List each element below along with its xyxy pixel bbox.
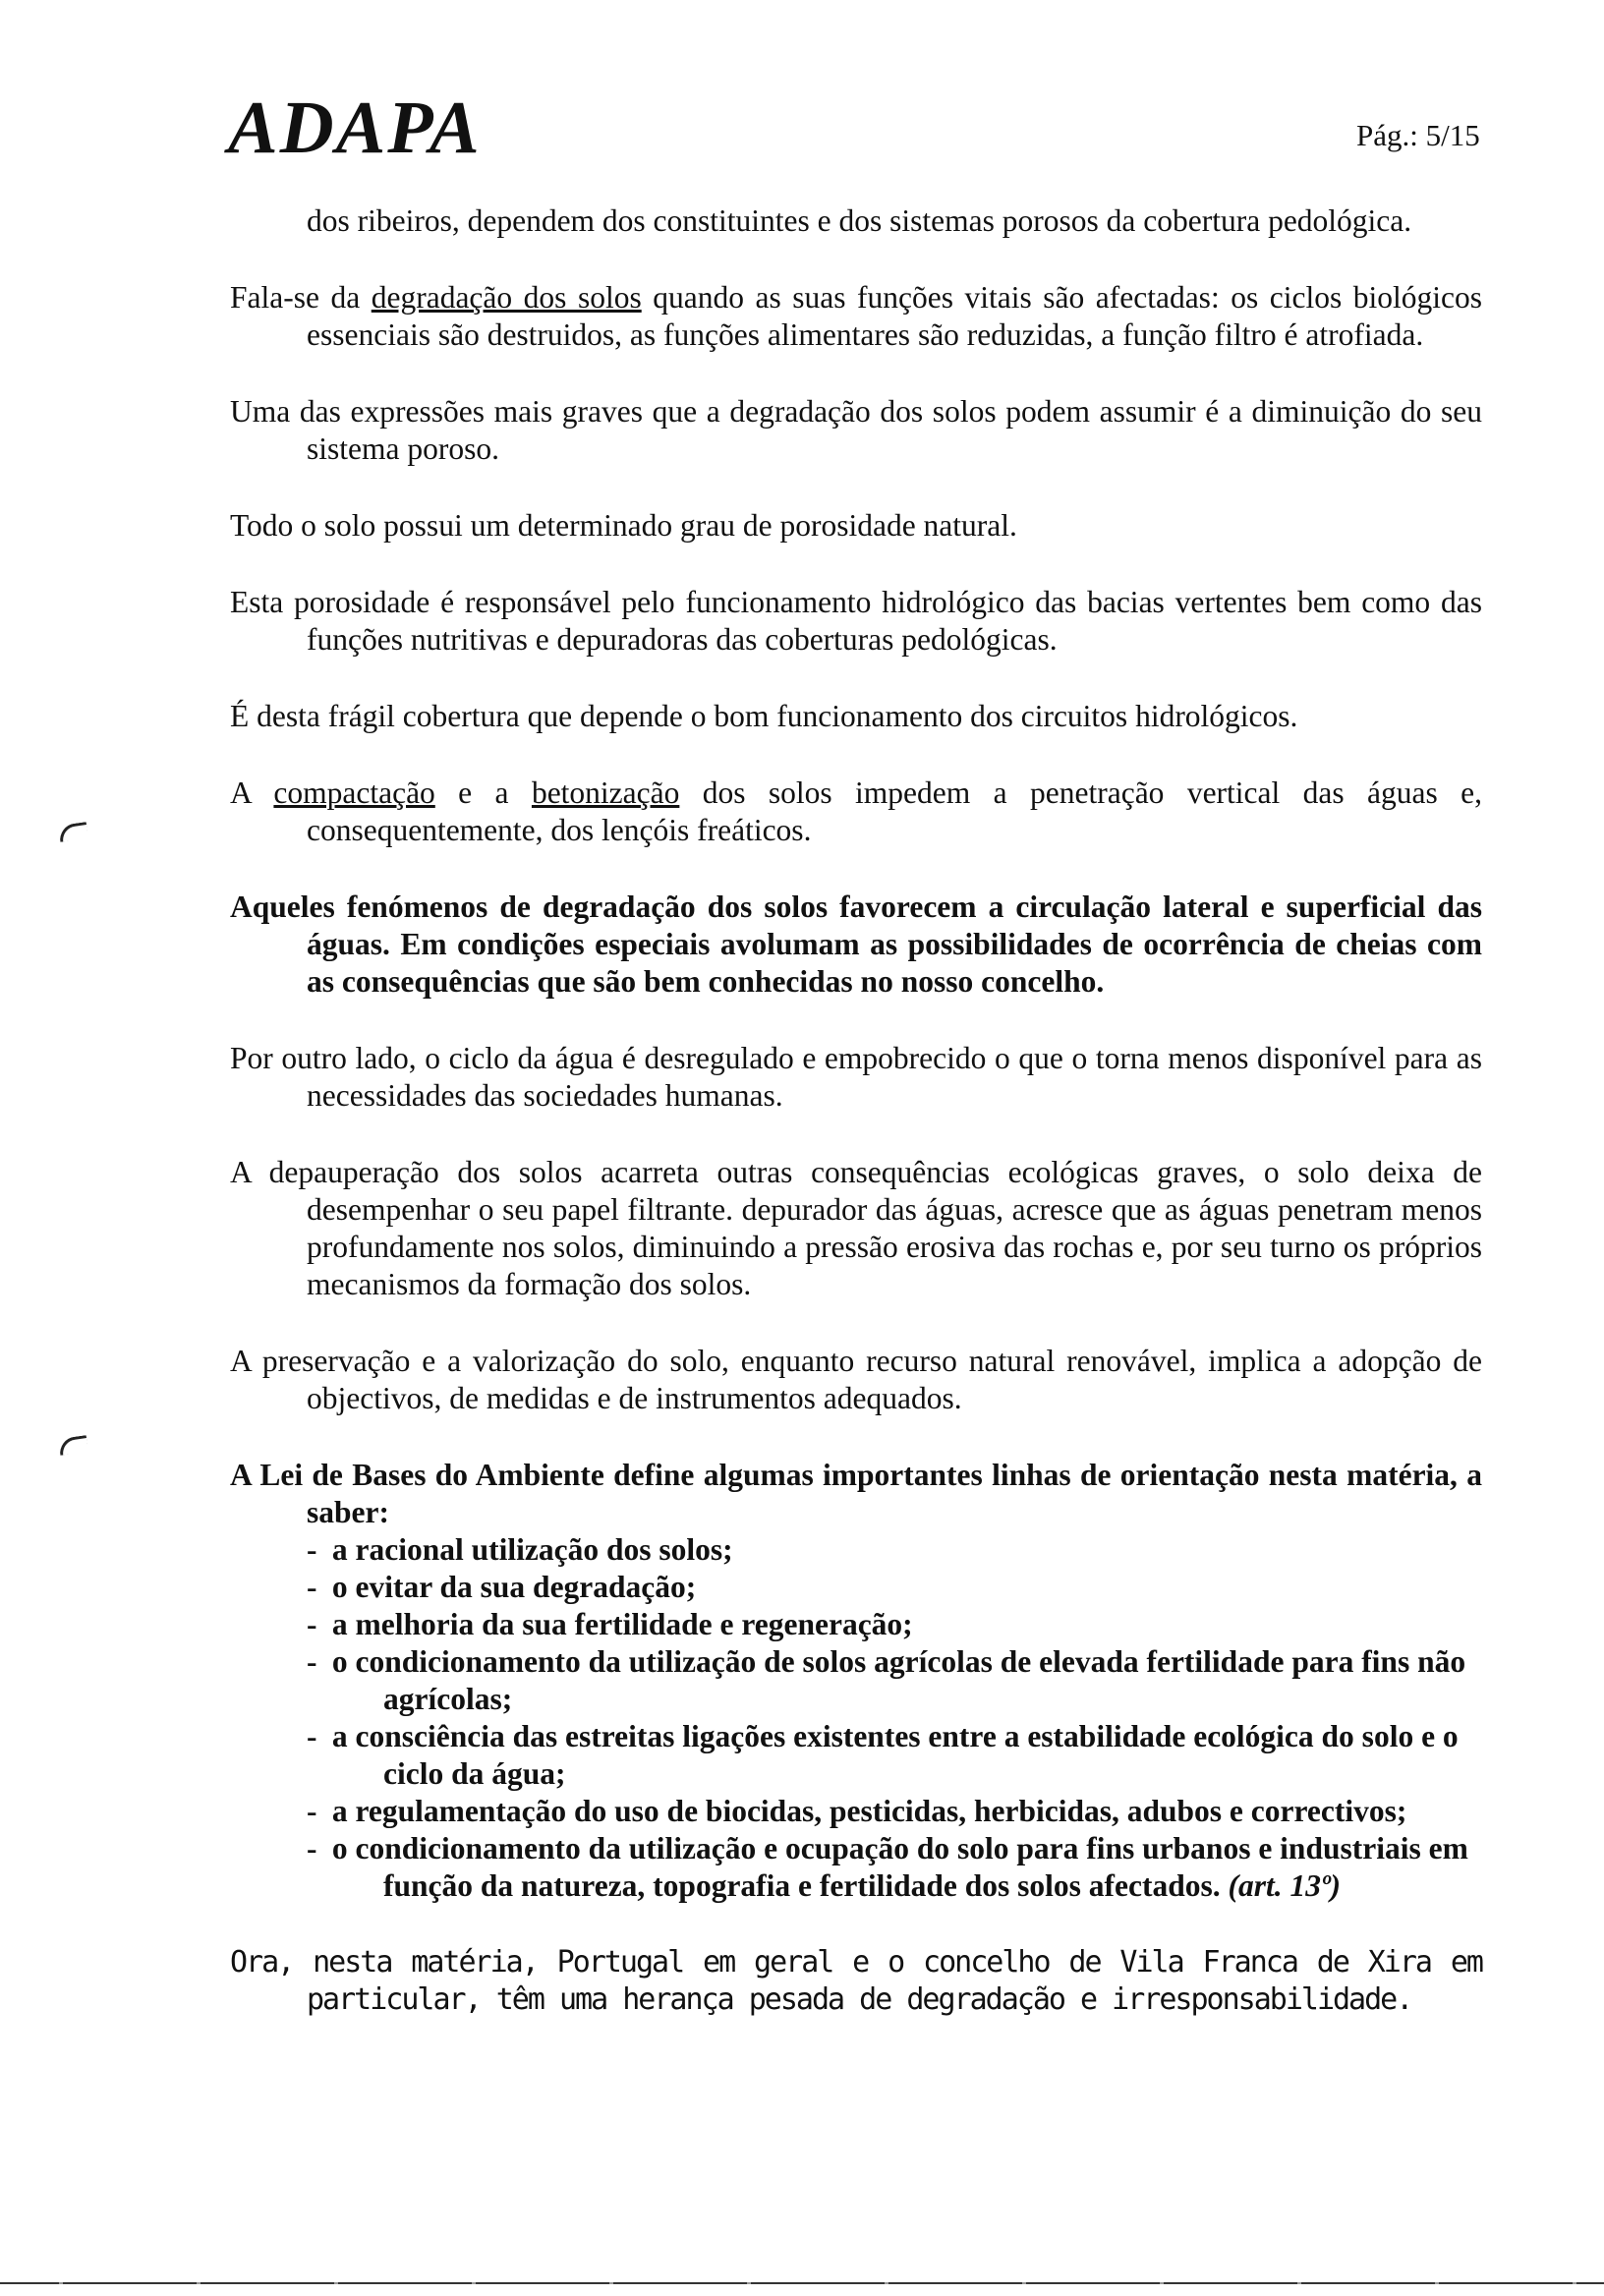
list-item: - o condicionamento da utilização e ocupação do solo para fins urbanos e industriais em função da natureza, topografia e fertilidade dos solos afectados. (art. 13º) xyxy=(307,1831,1468,1903)
bottom-scan-line xyxy=(0,2282,1604,2284)
paragraph-9: Por outro lado, o ciclo da água é desregulado e empobrecido o que o torna menos disponível para as necessidades das sociedades humanas. xyxy=(230,1041,1482,1113)
document-body xyxy=(230,202,1482,2019)
list-item: - a melhoria da sua fertilidade e regeneração; xyxy=(307,1607,913,1641)
underlined-term-betonizacao: betonização xyxy=(531,775,680,810)
list-item: - a regulamentação do uso de biocidas, pesticidas, herbicidas, adubos e correctivos; xyxy=(307,1794,1407,1828)
paragraph-13: Ora, nesta matéria, Portugal em geral e o concelho de Vila Franca de Xira em particular, têm uma herança pesada de degradação e irresponsabilidade. xyxy=(230,1945,1482,2017)
paragraph-7-end: dos solos impedem a penetração vertical das águas e, consequentemente, dos lençóis freáticos. xyxy=(307,775,1482,847)
list-item-text: o condicionamento da utilização de solos agrícolas de elevada fertilidade para fins não agrícolas; xyxy=(331,1644,1466,1716)
paragraph-4: Todo o solo possui um determinado grau de porosidade natural. xyxy=(230,508,1017,543)
list-item-text: a regulamentação do uso de biocidas, pesticidas, herbicidas, adubos e correctivos; xyxy=(331,1794,1407,1828)
list-item-text: o evitar da sua degradação; xyxy=(331,1570,697,1604)
paragraph-2 xyxy=(230,279,1482,354)
paragraph-8-bold: Aqueles fenómenos de degradação dos solos favorecem a circulação lateral e superficial das águas. Em condições especiais avolumam as possibilidades de ocorrência de cheias com as consequências que são bem conhecidas no nosso concelho. xyxy=(230,890,1482,999)
paragraph-7-mid: e a xyxy=(434,775,532,810)
underlined-term-degradacao: degradação dos solos xyxy=(371,280,642,315)
article-reference: (art. 13º) xyxy=(1228,1868,1341,1903)
list-item-text: o condicionamento da utilização e ocupação do solo para fins urbanos e industriais em função da natureza, topografia e fertilidade dos solos afectados. xyxy=(331,1831,1468,1903)
paragraph-7-start: A xyxy=(230,775,274,810)
punch-mark-upper xyxy=(58,822,88,842)
list-item-text: a consciência das estreitas ligações existentes entre a estabilidade ecológica do solo e o ciclo da água; xyxy=(331,1719,1459,1791)
paragraph-7 xyxy=(230,775,1482,849)
page-number: Pág.: 5/15 xyxy=(1356,118,1480,152)
list-item: - o evitar da sua degradação; xyxy=(307,1570,697,1604)
paragraph-3: Uma das expressões mais graves que a degradação dos solos podem assumir é a diminuição do seu sistema poroso. xyxy=(230,394,1482,466)
list-item: - a consciência das estreitas ligações existentes entre a estabilidade ecológica do solo e o ciclo da água; xyxy=(307,1719,1459,1791)
paragraph-1: dos ribeiros, dependem dos constituintes e dos sistemas porosos da cobertura pedológica. xyxy=(307,203,1412,238)
paragraph-12-bold: A Lei de Bases do Ambiente define algumas importantes linhas de orientação nesta matéria, a saber: xyxy=(230,1458,1482,1529)
underlined-term-compactacao: compactação xyxy=(273,775,435,810)
paragraph-6: É desta frágil cobertura que depende o bom funcionamento dos circuitos hidrológicos. xyxy=(230,699,1298,733)
list-item: - a racional utilização dos solos; xyxy=(307,1532,733,1567)
list-item: - o condicionamento da utilização de solos agrícolas de elevada fertilidade para fins não agrícolas; xyxy=(307,1644,1466,1716)
adapa-logo: ADAPA xyxy=(228,86,482,169)
paragraph-10: A depauperação dos solos acarreta outras consequências ecológicas graves, o solo deixa de desempenhar o seu papel filtrante. depurador das águas, acresce que as águas penetram menos profundamente nos solos, diminuindo a pressão erosiva das rochas e, por seu turno os próprios mecanismos da formação dos solos. xyxy=(230,1155,1482,1301)
orientation-list xyxy=(230,1531,1482,1905)
paragraph-2-end: quando as suas funções vitais são afectadas: os ciclos biológicos essenciais são destruidos, as funções alimentares são reduzidas, a função filtro é atrofiada. xyxy=(307,280,1482,352)
punch-mark-lower xyxy=(58,1435,88,1456)
list-item-text: a racional utilização dos solos; xyxy=(331,1532,733,1567)
paragraph-2-start: Fala-se da xyxy=(230,280,372,315)
list-item-text: a melhoria da sua fertilidade e regeneração; xyxy=(331,1607,913,1641)
paragraph-5: Esta porosidade é responsável pelo funcionamento hidrológico das bacias vertentes bem como das funções nutritivas e depuradoras das coberturas pedológicas. xyxy=(230,585,1482,657)
paragraph-11: A preservação e a valorização do solo, enquanto recurso natural renovável, implica a adopção de objectivos, de medidas e de instrumentos adequados. xyxy=(230,1344,1482,1415)
